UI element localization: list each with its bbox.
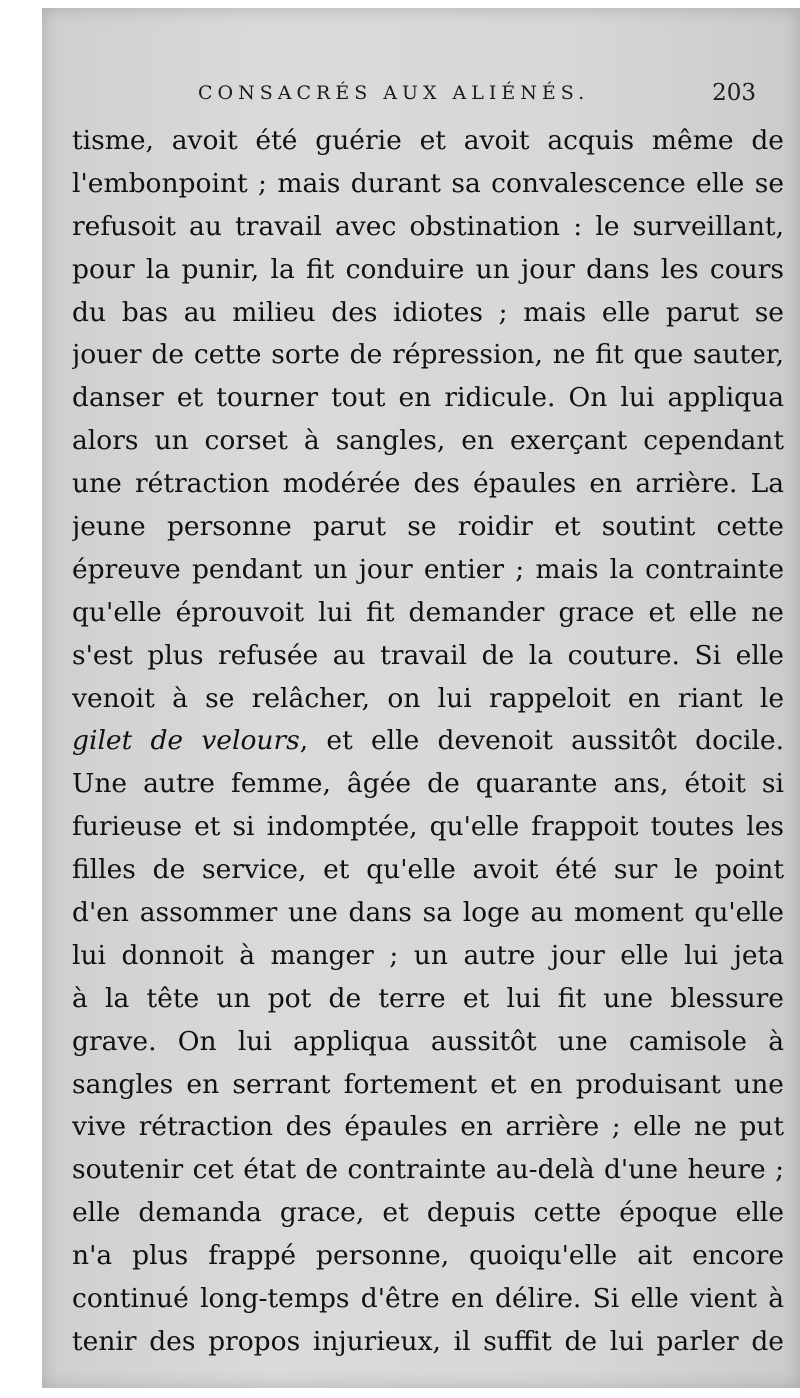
line-remainder: , et elle devenoit aussitôt docile. bbox=[299, 725, 784, 757]
text-line: grave. On lui appliqua aussitôt une camisole à bbox=[72, 1025, 784, 1057]
text-line: venoit à se relâcher, on lui rappeloit en riant le bbox=[72, 682, 784, 714]
text-line: jeune personne parut se roidir et soutint cette bbox=[72, 511, 784, 543]
text-line: sangles en serrant fortement et en produisant une bbox=[72, 1068, 784, 1100]
text-line: épreuve pendant un jour entier ; mais la contrainte bbox=[72, 553, 784, 585]
text-line: refusoit au travail avec obstination : le surveillant, bbox=[72, 210, 784, 242]
text-line: jouer de cette sorte de répression, ne fit que sauter, bbox=[72, 339, 784, 371]
text-line-with-italic bbox=[72, 720, 784, 763]
text-line: l'embonpoint ; mais durant sa convalescence elle se bbox=[72, 167, 784, 199]
italic-phrase: gilet de velours bbox=[72, 725, 300, 757]
text-line: qu'elle éprouvoit lui fit demander grace et elle ne bbox=[72, 596, 784, 628]
text-line: soutenir cet état de contrainte au-delà d'une heure ; bbox=[72, 1154, 784, 1186]
text-line: du bas au milieu des idiotes ; mais elle parut se bbox=[72, 296, 784, 328]
text-line: s'est plus refusée au travail de la couture. Si elle bbox=[72, 639, 784, 671]
running-head bbox=[42, 82, 800, 112]
text-line: elle demanda grace, et depuis cette époque elle bbox=[72, 1197, 784, 1229]
running-title: CONSACRÉS AUX ALIÉNÉS. bbox=[198, 82, 590, 104]
text-line: une rétraction modérée des épaules en arrière. La bbox=[72, 468, 784, 500]
body-text bbox=[72, 120, 784, 1364]
text-line: furieuse et si indomptée, qu'elle frappoit toutes les bbox=[72, 811, 784, 843]
text-line: alors un corset à sangles, en exerçant cependant bbox=[72, 425, 784, 457]
text-line: lui donnoit à manger ; un autre jour elle lui jeta bbox=[72, 939, 784, 971]
book-page bbox=[42, 8, 800, 1388]
text-line: Une autre femme, âgée de quarante ans, étoit si bbox=[72, 768, 784, 800]
text-line: à la tête un pot de terre et lui fit une blessure bbox=[72, 982, 784, 1014]
text-line: vive rétraction des épaules en arrière ; elle ne put bbox=[72, 1111, 784, 1143]
text-line: n'a plus frappé personne, quoiqu'elle ait encore bbox=[72, 1240, 784, 1272]
page-number: 203 bbox=[712, 80, 756, 106]
text-line: tenir des propos injurieux, il suffit de lui parler de bbox=[72, 1325, 784, 1357]
text-line: danser et tourner tout en ridicule. On lui appliqua bbox=[72, 382, 784, 414]
text-line: filles de service, et qu'elle avoit été sur le point bbox=[72, 854, 784, 886]
text-line: continué long-temps d'être en délire. Si elle vient à bbox=[72, 1283, 784, 1315]
text-line: d'en assommer une dans sa loge au moment qu'elle bbox=[72, 897, 784, 929]
text-line: tisme, avoit été guérie et avoit acquis même de bbox=[72, 125, 784, 156]
text-line: pour la punir, la fit conduire un jour dans les cours bbox=[72, 253, 784, 285]
